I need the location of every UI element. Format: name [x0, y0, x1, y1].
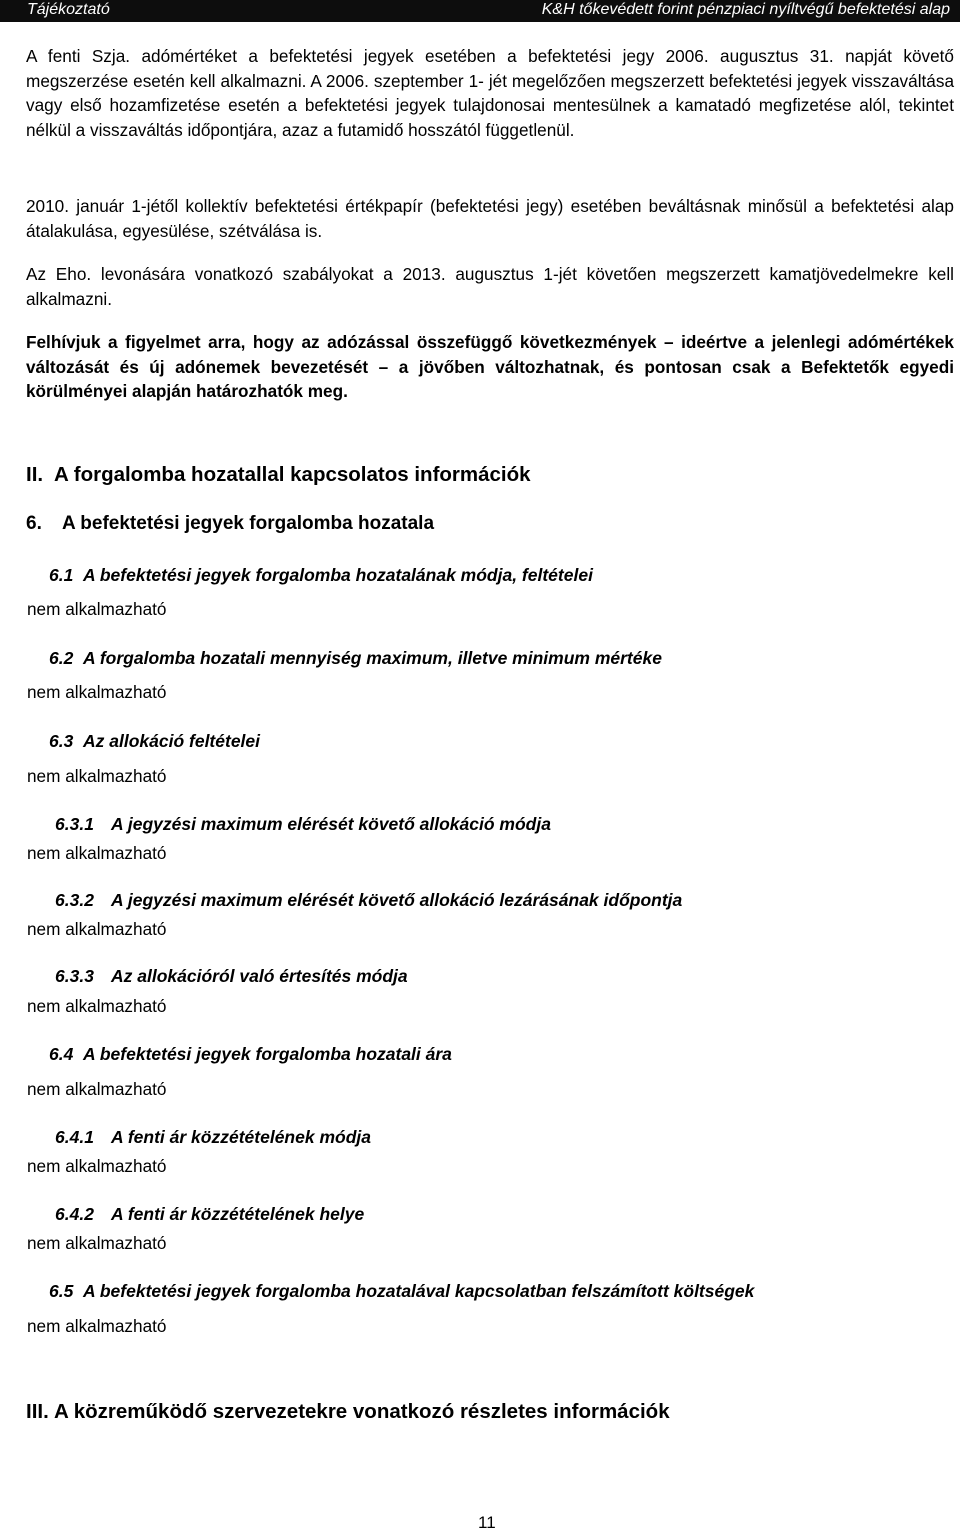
section-3-title: A közreműködő szervezetekre vonatkozó részletes információk [54, 1400, 670, 1423]
subsection-6-3-2-number: 6.3.2 [55, 890, 94, 910]
subsection-6-2-number: 6.2 [49, 648, 74, 668]
header-left-title: Tájékoztató [27, 1, 110, 18]
not-applicable-6-3-2: nem alkalmazható [27, 919, 167, 939]
subsection-6-3-2-title: A jegyzési maximum elérését követő allokáció lezárásának időpontja [111, 890, 683, 910]
not-applicable-6-5: nem alkalmazható [27, 1316, 167, 1336]
subsection-6-3-number: 6.3 [49, 731, 74, 751]
subsection-6-5-number: 6.5 [49, 1281, 74, 1301]
section-2-number: II. [26, 463, 44, 486]
not-applicable-6-1: nem alkalmazható [27, 599, 167, 619]
subsection-6-1-number: 6.1 [49, 565, 74, 585]
section-2-title: A forgalomba hozatallal kapcsolatos információk [54, 463, 531, 486]
paragraph-notice: Felhívjuk a figyelmet arra, hogy az adózással összefüggő következmények – ideértve a jelenlegi adómértékek változását és új adónemek bevezetését – a jövőben változhatnak, és pontosan csak a Befektetők egyedi körülményei alapján határozhatók meg. [26, 332, 954, 402]
paragraph-tax-rate: A fenti Szja. adómértéket a befektetési jegyek esetében a befektetési jegy 2006. augusztus 31. napját követő megszerzése esetén kell alkalmazni. A 2006. szeptember 1- jét megelőzően megszerzett befektetési jegyek visszaváltása vagy első hozamfizetése esetén a befektetési jegyek tulajdonosai mentesülnek a kamatadó megfizetése alól, tekintet nélkül a visszaváltás időpontjára, azaz a futamidő hosszától függetlenül. [26, 46, 954, 140]
subsection-6-3-3-title: Az allokációról való értesítés módja [111, 966, 408, 986]
subsection-6-4-title: A befektetési jegyek forgalomba hozatali ára [83, 1044, 452, 1064]
paragraph-eho: Az Eho. levonására vonatkozó szabályokat a 2013. augusztus 1-jét követően megszerzett kamatjövedelmekre kell alkalmazni. [26, 264, 954, 309]
subsection-6-4-2-number: 6.4.2 [55, 1204, 94, 1224]
not-applicable-6-3-1: nem alkalmazható [27, 843, 167, 863]
not-applicable-6-2: nem alkalmazható [27, 682, 167, 702]
subsection-6-4-1-title: A fenti ár közzétételének módja [111, 1127, 371, 1147]
subsection-6-2-title: A forgalomba hozatali mennyiség maximum, illetve minimum mértéke [83, 648, 662, 668]
section-6-title: A befektetési jegyek forgalomba hozatala [62, 513, 435, 534]
subsection-6-3-1-title: A jegyzési maximum elérését követő allokáció módja [111, 814, 551, 834]
not-applicable-6-4-1: nem alkalmazható [27, 1156, 167, 1176]
paragraph-2010-rule: 2010. január 1-jétől kollektív befektetési értékpapír (befektetési jegy) esetében beváltásnak minősül a befektetési alap átalakulása, egyesülése, szétválása is. [26, 196, 954, 241]
subsection-6-3-1-number: 6.3.1 [55, 814, 94, 834]
subsection-6-5-title: A befektetési jegyek forgalomba hozatalával kapcsolatban felszámított költségek [83, 1281, 755, 1301]
subsection-6-4-number: 6.4 [49, 1044, 74, 1064]
page-number: 11 [478, 1513, 496, 1532]
subsection-6-3-title: Az allokáció feltételei [83, 731, 261, 751]
not-applicable-6-3: nem alkalmazható [27, 766, 167, 786]
subsection-6-3-3-number: 6.3.3 [55, 966, 94, 986]
section-6-number: 6. [26, 513, 42, 534]
not-applicable-6-3-3: nem alkalmazható [27, 996, 167, 1016]
header-right-title: K&H tőkevédett forint pénzpiaci nyíltvégű befektetési alap [541, 1, 950, 18]
not-applicable-6-4-2: nem alkalmazható [27, 1233, 167, 1253]
not-applicable-6-4: nem alkalmazható [27, 1079, 167, 1099]
subsection-6-4-1-number: 6.4.1 [55, 1127, 94, 1147]
section-3-number: III. [26, 1400, 49, 1423]
subsection-6-1-title: A befektetési jegyek forgalomba hozatalának módja, feltételei [83, 565, 593, 585]
subsection-6-4-2-title: A fenti ár közzétételének helye [111, 1204, 365, 1224]
page-header [0, 0, 960, 22]
